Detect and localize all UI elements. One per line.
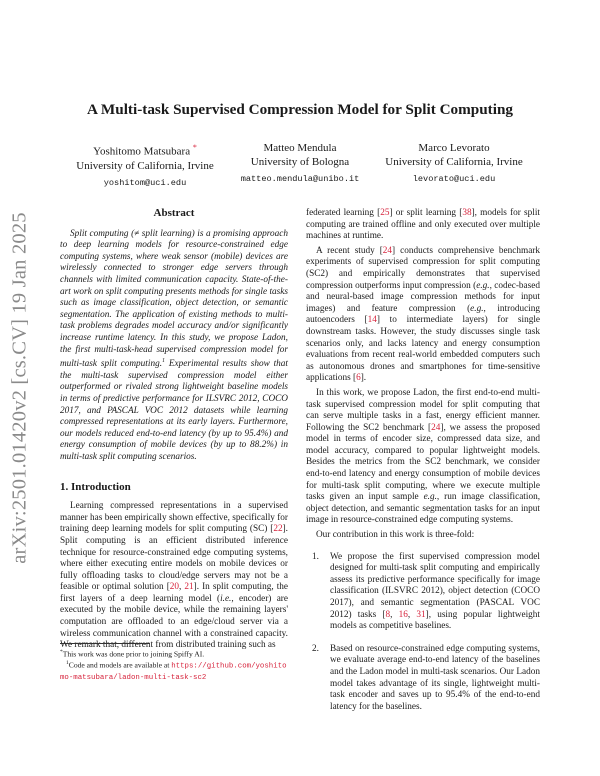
author-block-3 [368,141,540,186]
arxiv-identifier-sidebar [6,212,34,564]
footnote-2: $^1$Code and models are available at https://github.com/yoshitomo-matsubara/ladon-multi-task-sc2 [60,660,287,683]
right-column [306,208,540,724]
arxiv-identifier: arXiv:2501.01420v2 [cs.CV] 19 Jan 2025 [8,212,31,564]
citation-link[interactable]: 8 [385,609,391,620]
author-affiliation: University of California, Irvine [385,156,523,168]
citation-link[interactable]: 16 [398,609,408,620]
citation-link[interactable]: 14 [367,315,377,326]
abstract-heading: Abstract [153,207,195,219]
footnote-1: *This work was done prior to joining Spiffy AI. [60,649,205,659]
left-column [60,208,288,652]
footnote-rule [60,643,150,644]
citation-link[interactable]: 21 [184,582,194,593]
paragraph: federated learning [25] or split learning [38], models for split computing are trained offline and only executed over multiple machines at runtime. [306,208,540,242]
author-affiliation: University of Bologna [250,156,350,168]
code-repository-link[interactable]: https://github.com/yoshitomo-matsubara/ladon-multi-task-sc2 [60,662,287,683]
paragraph: Our contribution in this work is three-fold: [316,530,475,541]
citation-link[interactable]: 22 [273,524,283,535]
introduction-paragraph: Learning compressed representations in a supervised manner has been empirically shown effective, specifically for training deep learning models for split computing (SC) [22]. Split computing is an efficient distributed inference technique for resource-constrained edge computing systems, where either executing entire models on mobile devices or fully offloading tasks to cloud/edge servers may not be a feasible or optimal solution [20, 21]. In split computing, the first layers of a deep learning model (i.e., encoder) are executed by the mobile device, while the remaining layers' computation are offloaded to an edge/cloud server via a wireless communication channel with a constrained capacity. We remark that, different from distributed training such as [60,501,289,651]
author-block-1 [60,141,230,190]
author-affiliation: University of California, Irvine [76,159,214,172]
citation-link[interactable]: 6 [356,373,361,384]
paragraph: In this work, we propose Ladon, the first end-to-end multi-task supervised compression model for split computing that can serve multiple tasks in a fast, energy efficient manner. Following the SC2 benchmark [24], we assess the proposed model in terms of encoder size, compressed data size, and model accuracy, compared to popular lightweight models. Besides the metrics from the SC2 benchmark, we consider end-to-end latency and energy consumption of mobile devices for multi-task split computing, where we execute multiple tasks given an input sample e.g., run image classification, object detection, and semantic segmentation tasks for an input image in resource-constrained edge computing systems. [306,387,541,526]
paper-title: A Multi-task Supervised Compression Model for Split Computing [87,101,513,118]
author-name: Yoshitomo Matsubara [93,145,191,158]
author-name: Matteo Mendula [263,142,337,154]
author-email: levorato@uci.edu [412,174,496,184]
footnote-ref[interactable]: 1 [162,358,166,365]
abstract-text: Split computing (≠ split learning) is a promising approach to deep learning models for resource-constrained edge computing systems, where weak sensor (mobile) devices are wirelessly connected to stronger edge servers through channels with limited communication capacity. State-of-the-art work on split computing presents methods for single tasks such as image classification, object detection, or semantic segmentation. The application of existing methods to multi-task problems degrades model accuracy and/or significantly increase runtime latency. In this study, we propose Ladon, the first multi-task-head supervised compression model for multi-task split computing.$^1$ Experimental results show that the multi-task supervised compression model either outperformed or rivaled strong lightweight baseline models in terms of predictive performance for ILSVRC 2012, COCO 2017, and PASCAL VOC 2012 datasets while learning compressed representations at its early layers. Furthermore, our models reduced end-to-end latency (by up to 95.4%) and energy consumption of mobile devices (by up to 88.2%) in multi-task split computing scenarios. [60,228,288,462]
author-email: matteo.mendula@unibo.it [240,174,360,184]
paragraph: A recent study [24] conducts comprehensive benchmark experiments of supervised compression for split computing (SC2) and empirically demonstrates that supervised compression outperforms input compression (e.g., codec-based and neural-based image compression methods for input images) and feature compression (e.g., introducing autoencoders [14] to intermediate layers) for single downstream tasks. However, the study discusses single task scenarios only, and lacks latency and energy consumption evaluations from recent real-world embedded computers such as autonomous drones and smartphones for time-sensitive applications [6]. [306,245,540,384]
section-heading-introduction: 1. Introduction [60,480,131,493]
list-item: 1. We propose the first supervised compression model designed for multi-task split computing and empirically assess its predictive performance specifically for image classification (ILSVRC 2012), object detection (COCO 2017), and semantic segmentation (PASCAL VOC 2012) tasks [8, 16, 31], using popular lightweight models as competitive baselines. [312,551,540,632]
citation-link[interactable]: 24 [431,422,441,433]
citation-link[interactable]: 24 [382,245,393,256]
citation-link[interactable]: 31 [416,609,426,620]
author-footnote-mark[interactable]: * [192,143,197,152]
author-name: Marco Levorato [418,142,490,154]
author-block-2 [215,141,385,186]
citation-link[interactable]: 20 [169,582,180,593]
contribution-list [306,552,540,714]
citation-link[interactable]: 25 [380,208,390,218]
author-email: yoshitom@uci.edu [103,177,187,188]
list-item: 2. Based on resource-constrained edge computing systems, we evaluate average end-to-end latency of the baselines and the Ladon model in multi-task scenarios. Our Ladon model takes advantage of its single, lightweight multi-task encoder and saves up to 95.4% of the end-to-end latency for the baselines. [312,643,540,712]
citation-link[interactable]: 38 [462,208,472,218]
